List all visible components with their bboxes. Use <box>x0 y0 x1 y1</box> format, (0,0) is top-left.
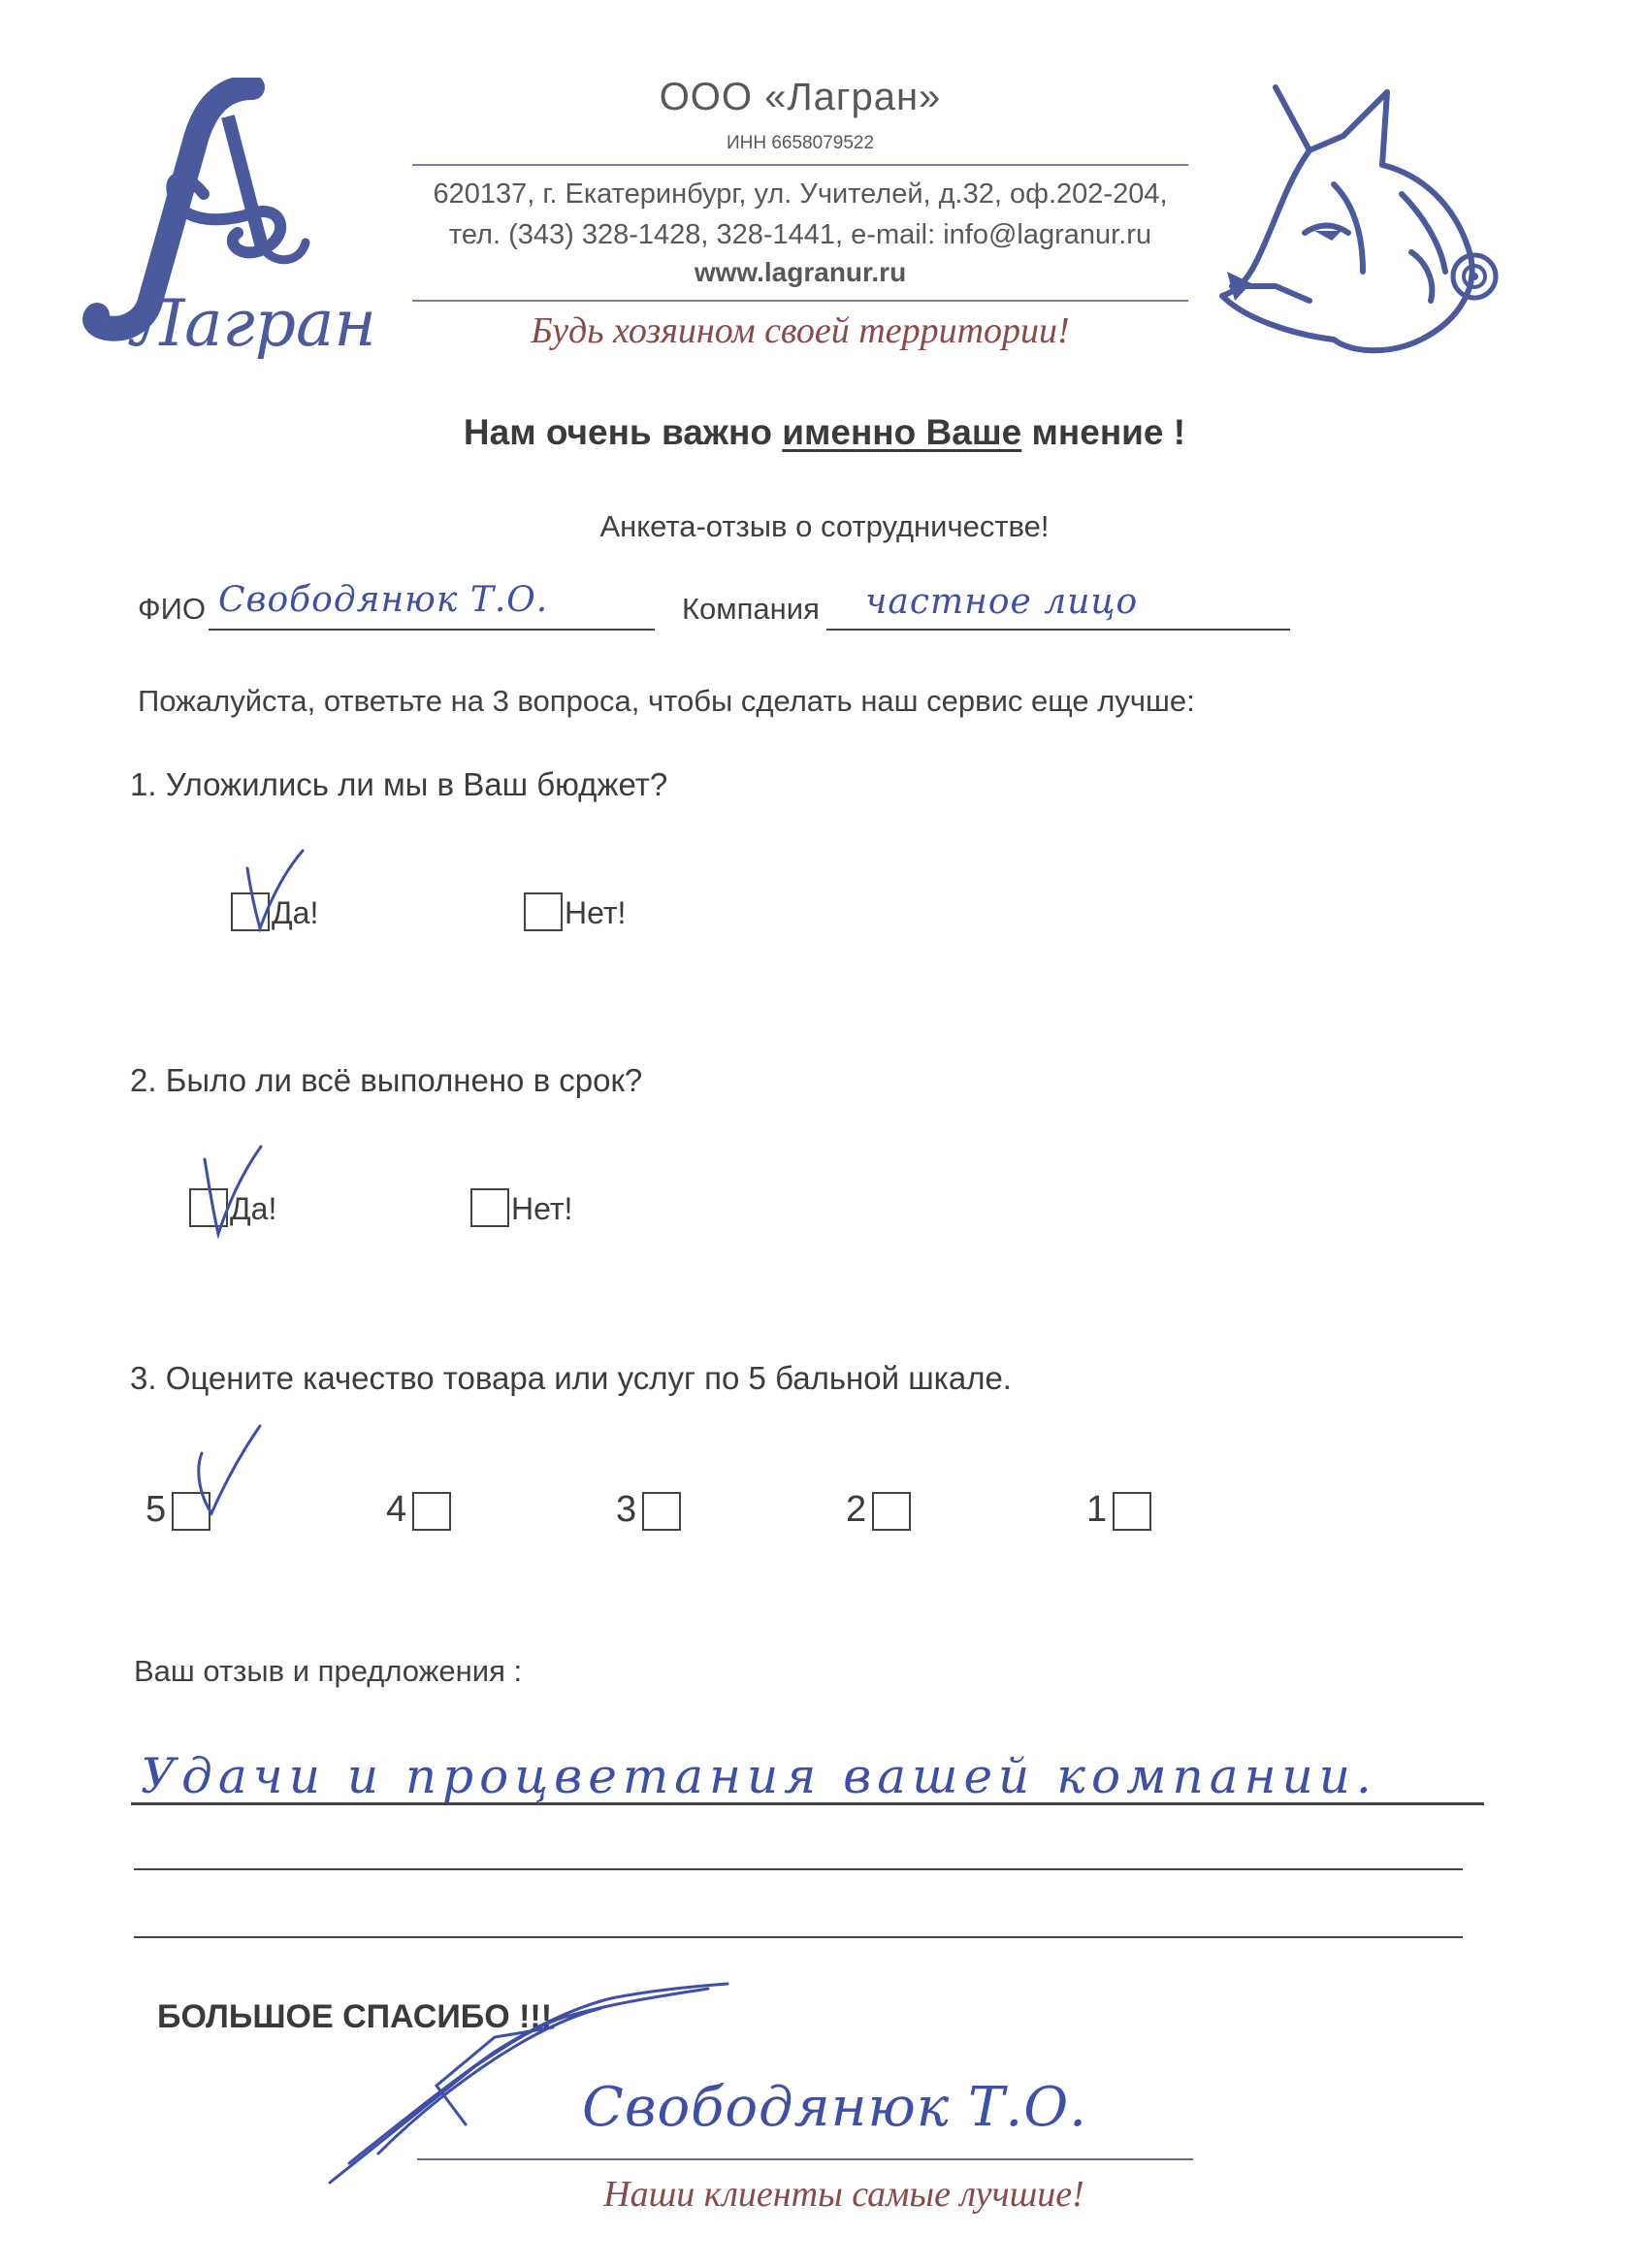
company-inn: ИНН 6658079522 <box>726 133 875 153</box>
signature-line <box>417 2158 1193 2160</box>
fio-value: Свободянюк Т.О. <box>218 580 549 620</box>
feedback-line-3[interactable] <box>134 1890 1463 1938</box>
heading-part-1: Нам очень важно <box>463 412 783 452</box>
intro-text: Пожалуйста, ответьте на 3 вопроса, чтобы сделать наш сервис еще лучше: <box>138 684 1195 718</box>
question-2: 2. Было ли всё выполнено в срок? <box>130 1062 643 1098</box>
rating-1-option[interactable] <box>1086 1489 1153 1531</box>
rating-3-label: 3 <box>616 1489 637 1530</box>
question-1: 1. Уложились ли мы в Ваш бюджет? <box>130 766 668 802</box>
rating-1-checkbox[interactable] <box>1113 1492 1151 1531</box>
rating-3-option[interactable] <box>616 1489 683 1531</box>
q1-check-mark-icon <box>242 849 310 936</box>
company-logo <box>58 78 378 369</box>
rating-2-label: 2 <box>846 1489 867 1530</box>
header-divider-2 <box>412 300 1188 302</box>
feedback-line-1[interactable] <box>131 1748 1484 1805</box>
q2-check-mark-icon <box>199 1145 267 1242</box>
rating-4-label: 4 <box>386 1489 407 1530</box>
q3-check-mark-icon <box>194 1424 267 1521</box>
rating-5-label: 5 <box>146 1489 167 1530</box>
rating-3-checkbox[interactable] <box>642 1492 681 1531</box>
company-name: ООО «Лагран» <box>659 76 942 118</box>
q2-no-label: Нет! <box>511 1191 573 1226</box>
page-heading <box>0 412 1649 453</box>
company-info <box>388 76 1212 352</box>
rating-4-checkbox[interactable] <box>412 1492 451 1531</box>
company-label: Компания <box>682 592 820 626</box>
company-phones: тел. (343) 328-1428, 328-1441, e-mail: info@lagranur.ru <box>448 219 1152 250</box>
wolf-logo <box>1217 78 1518 359</box>
company-field[interactable] <box>826 580 1290 631</box>
footer-slogan: Наши клиенты самые лучшие! <box>603 2174 1084 2215</box>
form-subtitle: Анкета-отзыв о сотрудничестве! <box>599 509 1050 543</box>
logo-text: Лагран <box>131 286 376 361</box>
feedback-line-2[interactable] <box>134 1822 1463 1870</box>
rating-2-option[interactable] <box>846 1489 913 1531</box>
company-address: 620137, г. Екатеринбург, ул. Учителей, д.32, оф.202-204, <box>433 178 1168 210</box>
q2-yes-label: Да! <box>230 1191 277 1226</box>
q2-no-checkbox[interactable] <box>470 1188 509 1227</box>
fio-label: ФИО <box>138 592 206 626</box>
thanks-text: БОЛЬШОЕ СПАСИБО !!! <box>157 1998 553 2035</box>
q1-yes-label: Да! <box>272 895 319 930</box>
heading-emphasis: именно Ваше <box>782 412 1022 452</box>
q2-no-option[interactable] <box>470 1188 572 1227</box>
rating-4-option[interactable] <box>386 1489 453 1531</box>
rating-2-checkbox[interactable] <box>872 1492 911 1531</box>
heading-part-2: мнение ! <box>1021 412 1186 452</box>
q1-no-checkbox[interactable] <box>524 892 563 931</box>
feedback-text: Удачи и процветания вашей компании. <box>141 1748 1377 1804</box>
company-slogan: Будь хозяином своей территории! <box>531 310 1070 351</box>
company-value: частное лицо <box>865 582 1139 622</box>
header-divider <box>412 164 1188 166</box>
q1-no-option[interactable] <box>524 892 626 931</box>
feedback-label: Ваш отзыв и предложения : <box>134 1654 523 1688</box>
signature: Свободянюк Т.О. <box>582 2076 1087 2139</box>
fio-field[interactable] <box>209 580 655 631</box>
question-3: 3. Оцените качество товара или услуг по 5 бальной шкале. <box>130 1360 1012 1396</box>
wolf-head-icon <box>1217 78 1518 359</box>
q1-no-label: Нет! <box>565 895 627 930</box>
rating-1-label: 1 <box>1086 1489 1108 1530</box>
company-website: www.lagranur.ru <box>694 257 907 287</box>
